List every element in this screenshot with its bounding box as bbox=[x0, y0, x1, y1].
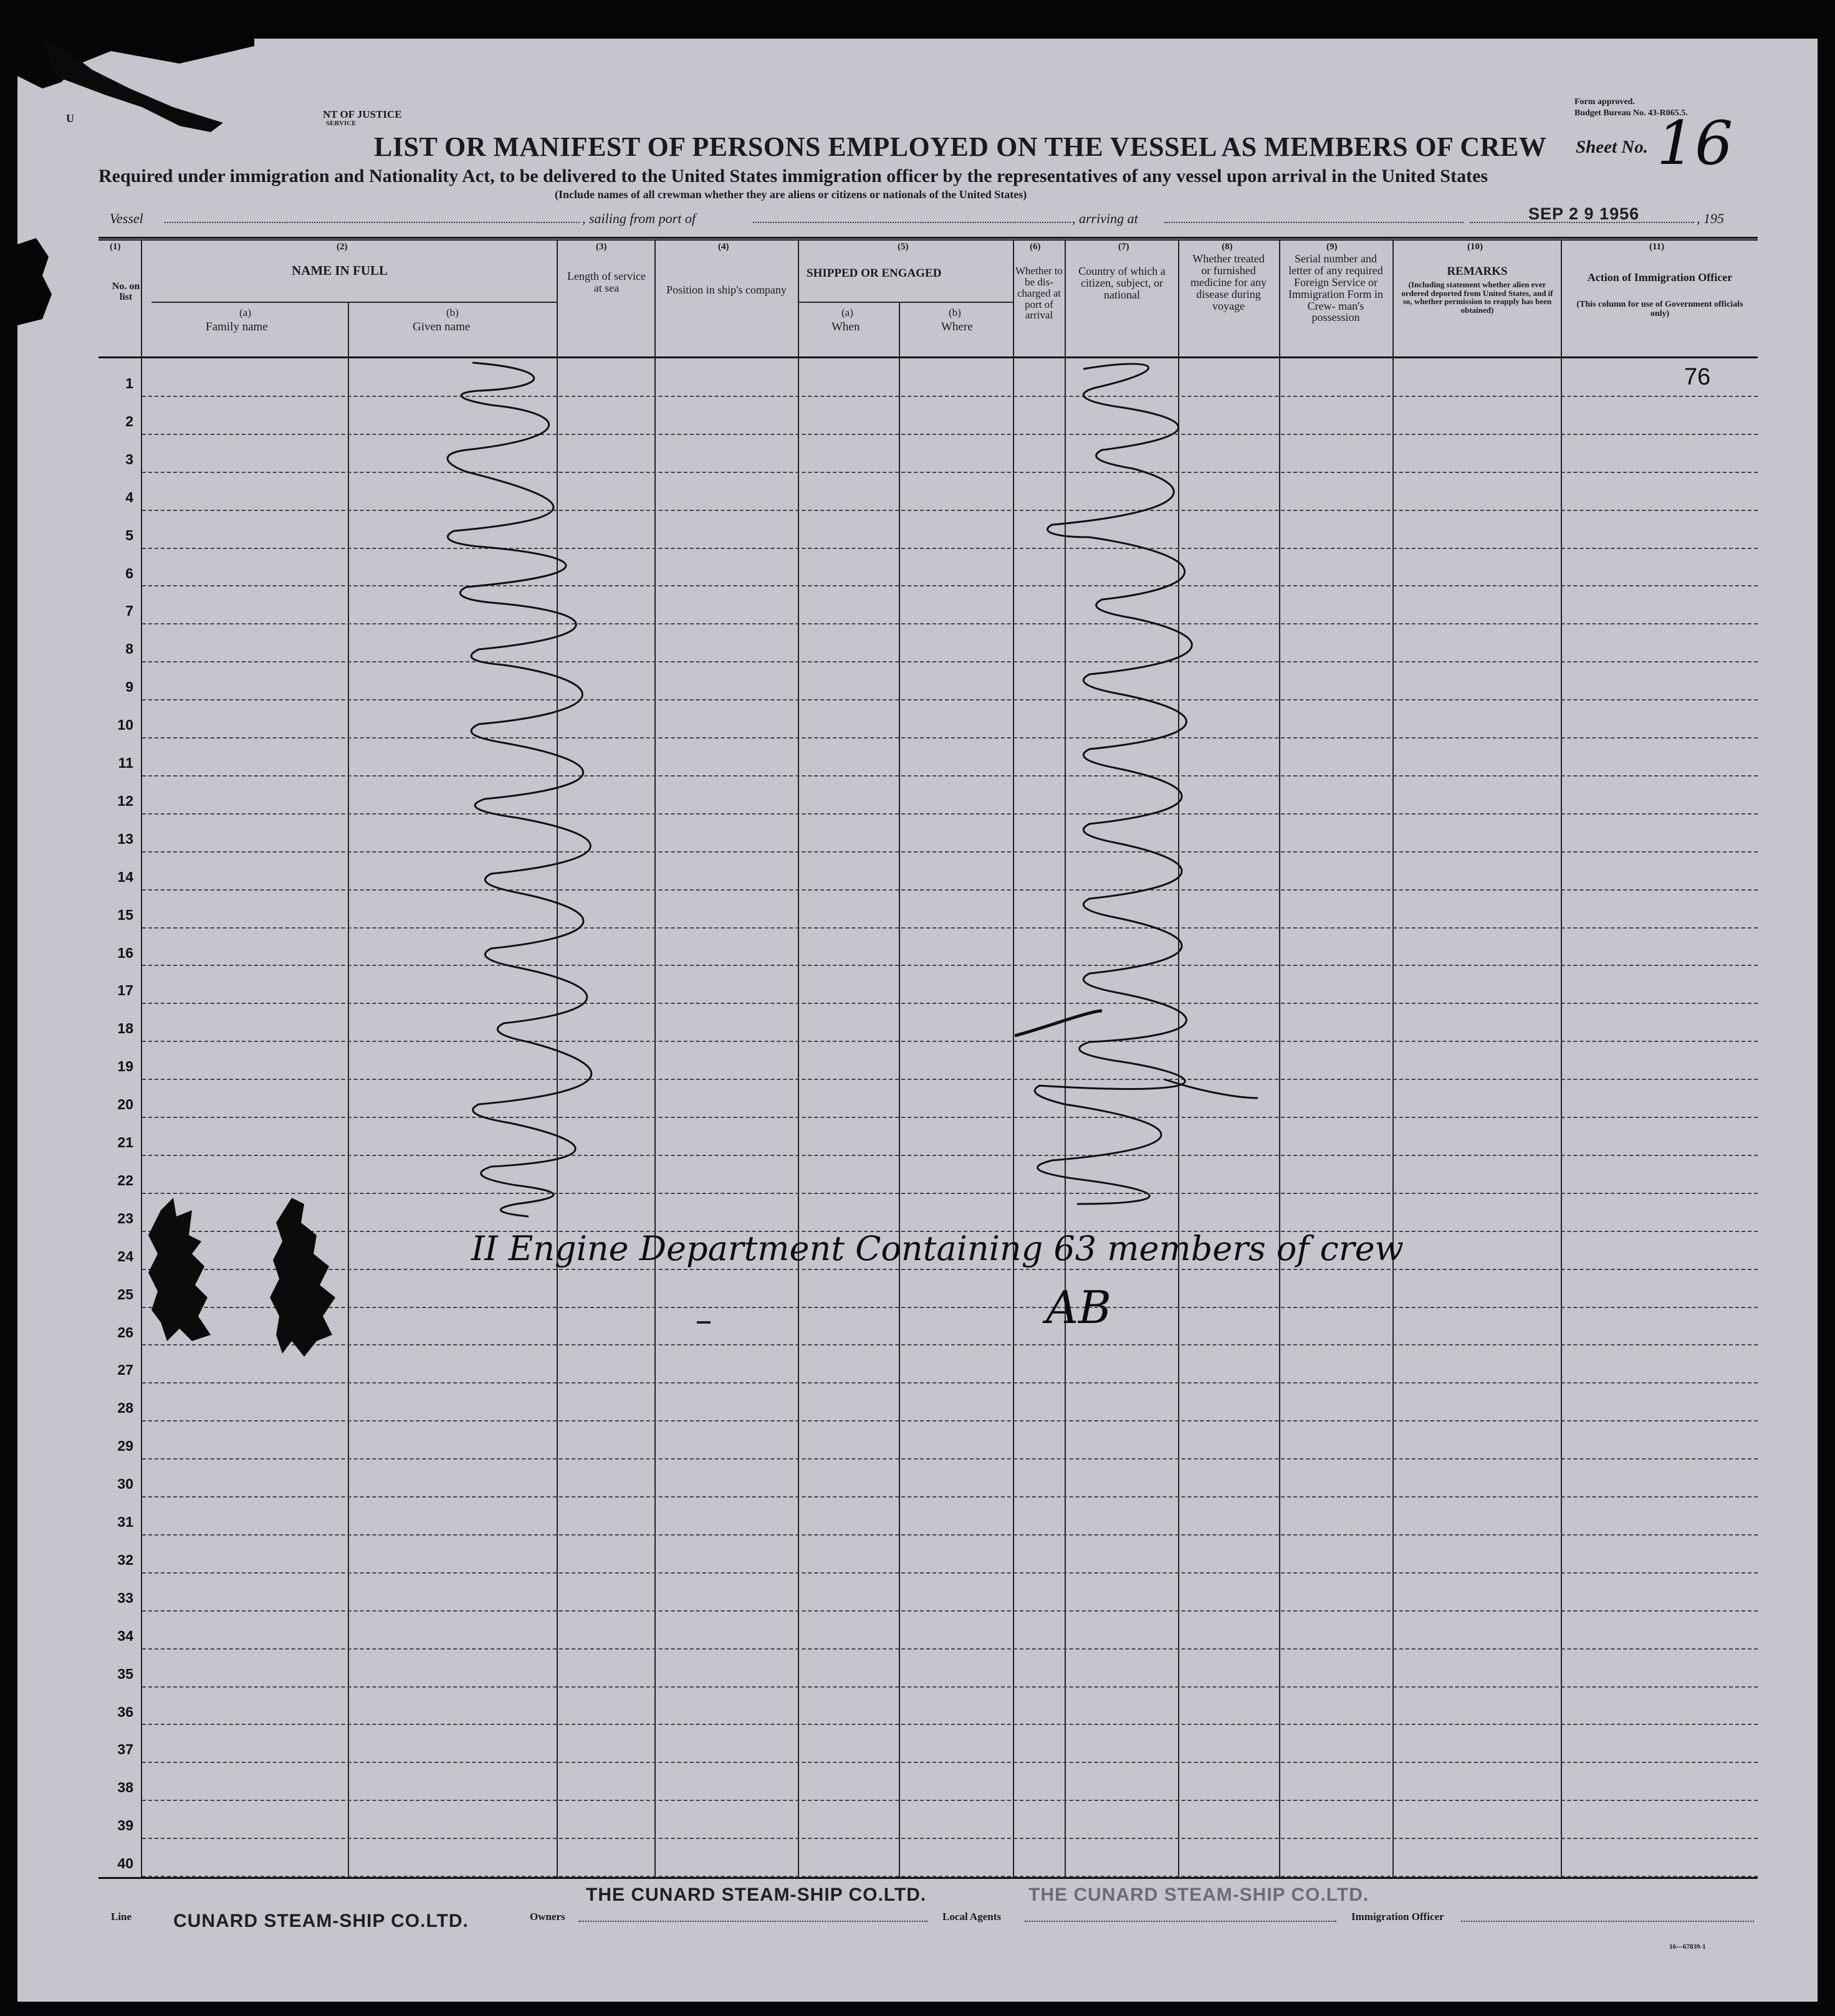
row-number: 40 bbox=[117, 1855, 133, 1871]
col5b-number: (b) bbox=[949, 307, 961, 318]
line-stamp: CUNARD STEAM-SHIP CO.LTD. bbox=[173, 1911, 469, 1931]
col5a-label: When bbox=[831, 320, 860, 333]
row-number: 3 bbox=[125, 451, 133, 467]
budget-bureau: Budget Bureau No. 43-R065.5. bbox=[1574, 108, 1688, 118]
officer-count: 76 bbox=[1684, 364, 1711, 390]
row-number: 1 bbox=[125, 375, 133, 391]
row-number: 39 bbox=[117, 1817, 133, 1833]
row-number: 9 bbox=[125, 679, 133, 695]
row-number: 15 bbox=[117, 907, 133, 923]
table-row bbox=[142, 1610, 1758, 1612]
col10-label: REMARKS bbox=[1447, 265, 1508, 278]
sheet-number: 16 bbox=[1657, 108, 1733, 178]
sailing-label: , sailing from port of bbox=[582, 211, 696, 226]
col10-note: (Including statement whether alien ever ordered deported from United States, and if so, whether permission to reapply has been obtained) bbox=[1401, 280, 1553, 315]
agents-stamp: THE CUNARD STEAM-SHIP CO.LTD. bbox=[1028, 1885, 1369, 1905]
col2b-label: Given name bbox=[413, 320, 471, 333]
row-number: 14 bbox=[117, 869, 133, 885]
stray-mark bbox=[697, 1321, 711, 1324]
col3-label: Length of service at sea bbox=[567, 270, 646, 294]
row-number: 24 bbox=[117, 1248, 133, 1264]
row-number: 21 bbox=[117, 1134, 133, 1150]
manifest-sheet bbox=[17, 39, 1818, 2002]
owners-field bbox=[578, 1921, 927, 1922]
col1-label: No. on list bbox=[112, 281, 140, 302]
row-number: 6 bbox=[125, 565, 133, 581]
col2a-label: Family name bbox=[206, 320, 268, 333]
table-row bbox=[142, 1762, 1758, 1763]
dept-fragment-2: NT OF JUSTICE bbox=[323, 108, 402, 120]
row-number: 10 bbox=[117, 717, 133, 733]
col8-number: (8) bbox=[1222, 242, 1233, 252]
row-number: 7 bbox=[125, 603, 133, 619]
form-title: LIST OR MANIFEST OF PERSONS EMPLOYED ON THE VESSEL AS MEMBERS OF CREW bbox=[374, 131, 1547, 162]
row-number: 5 bbox=[125, 527, 133, 543]
col2a-number: (a) bbox=[239, 307, 251, 318]
col11-number: (11) bbox=[1649, 242, 1665, 252]
line-label: Line bbox=[111, 1911, 132, 1923]
row-number: 16 bbox=[117, 945, 133, 961]
table-row bbox=[142, 1800, 1758, 1801]
form-code: 16—67839-1 bbox=[1669, 1943, 1706, 1951]
row-number: 2 bbox=[125, 413, 133, 429]
col4-number: (4) bbox=[718, 242, 729, 252]
col6-number: (6) bbox=[1030, 242, 1041, 252]
row-number: 32 bbox=[117, 1552, 133, 1568]
row-number: 31 bbox=[117, 1514, 133, 1530]
table-row bbox=[142, 1838, 1758, 1839]
initials: AB bbox=[1046, 1281, 1111, 1334]
row-number: 34 bbox=[117, 1628, 133, 1644]
col4-label: Position in ship's company bbox=[666, 284, 787, 296]
owners-label: Owners bbox=[530, 1911, 565, 1923]
row-number: 27 bbox=[117, 1362, 133, 1378]
table-row bbox=[142, 1496, 1758, 1498]
agents-field bbox=[1025, 1921, 1336, 1922]
handwritten-note: II Engine Department Containing 63 members of crew bbox=[471, 1229, 1404, 1268]
col1-number: (1) bbox=[110, 242, 121, 252]
row-number: 28 bbox=[117, 1400, 133, 1416]
col10-number: (10) bbox=[1467, 242, 1483, 252]
row-number: 29 bbox=[117, 1438, 133, 1454]
date-stamp: SEP 2 9 1956 bbox=[1528, 204, 1640, 223]
col2b-number: (b) bbox=[446, 307, 459, 318]
include-note: (Include names of all crewman whether they are aliens or citizens or nationals of the United States) bbox=[555, 188, 1027, 201]
officer-field bbox=[1461, 1921, 1754, 1922]
row-number: 19 bbox=[117, 1058, 133, 1074]
row-number: 17 bbox=[117, 982, 133, 998]
table-row bbox=[142, 1724, 1758, 1725]
table-row bbox=[142, 1876, 1758, 1877]
col3-number: (3) bbox=[596, 242, 607, 252]
row-number: 12 bbox=[117, 793, 133, 809]
agents-label: Local Agents bbox=[942, 1911, 1001, 1923]
owners-stamp: THE CUNARD STEAM-SHIP CO.LTD. bbox=[586, 1885, 927, 1905]
row-number: 25 bbox=[117, 1286, 133, 1302]
row-number: 20 bbox=[117, 1096, 133, 1112]
col8-label: Whether treated or furnished medicine for any disease during voyage bbox=[1191, 252, 1267, 312]
arriving-label: , arriving at bbox=[1072, 211, 1138, 226]
dept-fragment: U bbox=[66, 112, 74, 125]
col5b-label: Where bbox=[941, 320, 973, 333]
row-number: 11 bbox=[118, 755, 133, 771]
table-row bbox=[142, 1420, 1758, 1421]
row-number: 18 bbox=[117, 1020, 133, 1036]
row-number: 30 bbox=[117, 1476, 133, 1492]
year-suffix: , 195 bbox=[1697, 211, 1724, 226]
col2-number: (2) bbox=[337, 242, 348, 252]
table-row bbox=[142, 1572, 1758, 1574]
col5-number: (5) bbox=[898, 242, 909, 252]
col2-label: NAME IN FULL bbox=[292, 263, 388, 278]
officer-label: Immigration Officer bbox=[1351, 1911, 1444, 1923]
table-bottom-rule bbox=[98, 1877, 1758, 1879]
col7-label: Country of which a citizen, subject, or national bbox=[1078, 265, 1166, 301]
row-number: 33 bbox=[117, 1590, 133, 1606]
col6-label: Whether to be dis- charged at port of arrival bbox=[1015, 265, 1063, 322]
col11-note: (This column for use of Government officials only) bbox=[1576, 300, 1743, 318]
col9-number: (9) bbox=[1326, 242, 1338, 252]
table-row bbox=[142, 1534, 1758, 1536]
table-row bbox=[142, 1686, 1758, 1688]
row-number: 37 bbox=[117, 1741, 133, 1757]
vessel-label: Vessel bbox=[110, 211, 143, 226]
row-number: 26 bbox=[117, 1324, 133, 1340]
form-subtitle: Required under immigration and Nationality Act, to be delivered to the United States immigration officer by the representatives of any vessel upon arrival in the United States bbox=[98, 166, 1488, 186]
col7-number: (7) bbox=[1118, 242, 1129, 252]
row-number: 35 bbox=[117, 1666, 133, 1682]
col11-label: Action of Immigration Officer bbox=[1587, 271, 1733, 284]
row-number: 38 bbox=[117, 1779, 133, 1795]
form-approved: Form approved. bbox=[1574, 97, 1635, 107]
col5a-number: (a) bbox=[841, 307, 853, 318]
table-row bbox=[142, 1458, 1758, 1459]
col9-label: Serial number and letter of any required Foreign Service or Immigration Form in Crew- man's possession bbox=[1288, 252, 1383, 324]
row-number: 8 bbox=[125, 641, 133, 657]
sheet-label: Sheet No. bbox=[1576, 137, 1648, 157]
ink-blotches bbox=[142, 1185, 379, 1372]
row-number: 23 bbox=[117, 1210, 133, 1226]
row-number: 13 bbox=[117, 831, 133, 847]
service-fragment: SERVICE bbox=[326, 120, 357, 127]
col5-label: SHIPPED OR ENGAGED bbox=[807, 267, 942, 280]
row-number: 36 bbox=[117, 1704, 133, 1720]
row-number: 4 bbox=[125, 489, 133, 505]
row-number: 22 bbox=[117, 1172, 133, 1188]
table-row bbox=[142, 1648, 1758, 1650]
